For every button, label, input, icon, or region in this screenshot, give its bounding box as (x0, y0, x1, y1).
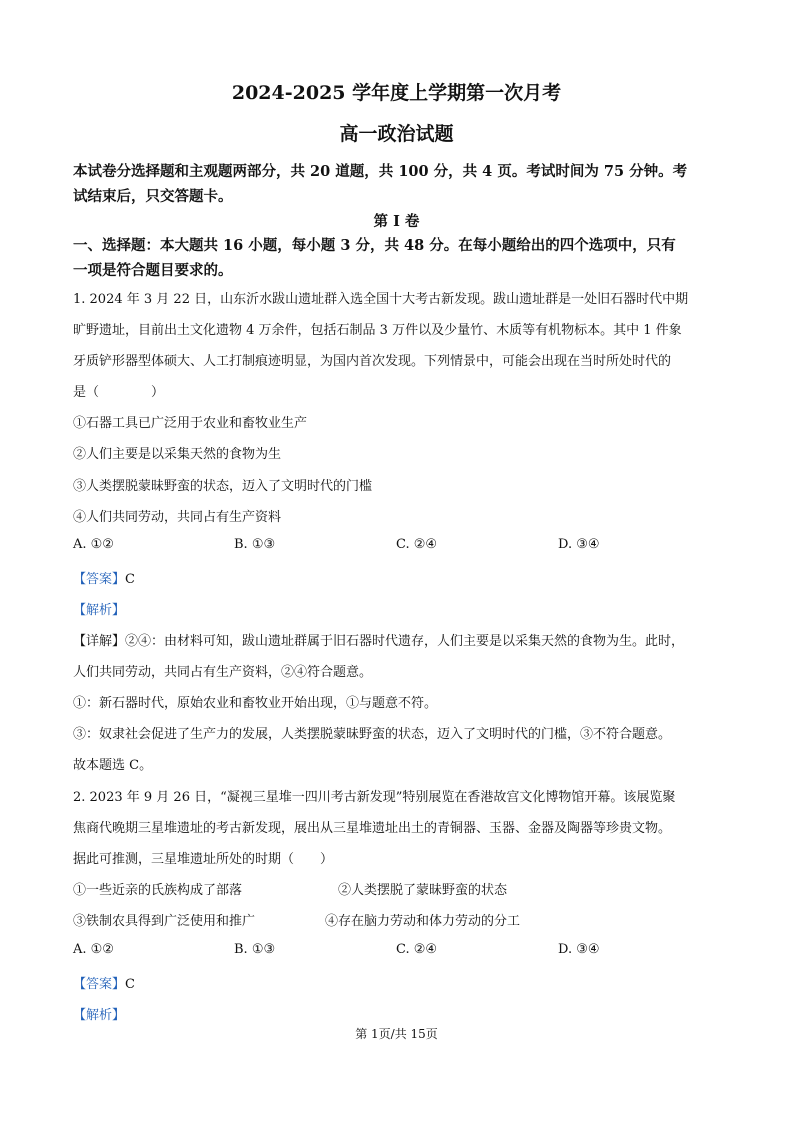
q1-explanation-5: 故本题选 C。 (73, 758, 153, 773)
q1-stem-line-2: 旷野遗址，目前出土文化遗物 4 万余件，包括石制品 3 万件以及少量竹、木质等有机物标本。其中 1 件象 (73, 323, 682, 338)
section-heading-line-2: 一项是符合题目要求的。 (73, 262, 233, 279)
q1-answer-value: C (125, 572, 135, 587)
q1-stem-line-4: 是（ ） (73, 385, 165, 400)
exam-title: 2024-2025 学年度上学期第一次月考 (231, 82, 562, 104)
q2-analysis (73, 1004, 125, 1023)
intro-line-1: 本试卷分选择题和主观题两部分，共 20 道题，共 100 分，共 4 页。考试时间为 75 分钟。考 (73, 163, 688, 180)
q2-answer-label: 【答案】 (73, 977, 126, 992)
section-heading-line-1: 一、选择题：本大题共 16 小题，每小题 3 分，共 48 分。在每小题给出的四个选项中，只有 (73, 237, 676, 254)
q1-answer (73, 568, 135, 587)
q2-analysis-label: 【解析】 (73, 1008, 126, 1023)
exam-subtitle: 高一政治试题 (339, 123, 454, 145)
q1-item-4: ④人们共同劳动，共同占有生产资料 (73, 510, 282, 525)
q1-stem-line-3: 牙质铲形器型体硕大、人工打制痕迹明显，为国内首次发现。下列情景中，可能会出现在当时所处时代的 (73, 354, 672, 369)
q2-answer (73, 973, 135, 992)
q2-item-1: ①一些近亲的氏族构成了部落 (73, 883, 243, 898)
q1-explanation-3: ①：新石器时代，原始农业和畜牧业开始出现，①与题意不符。 (73, 696, 438, 711)
q2-item-2: ②人类摆脱了蒙昧野蛮的状态 (338, 883, 508, 898)
q1-detail-line-1 (73, 630, 684, 649)
q2-option-a: A. ①② (73, 942, 114, 957)
q2-item-4: ④存在脑力劳动和体力劳动的分工 (325, 914, 521, 929)
q1-option-c: C. ②④ (396, 537, 438, 552)
q1-answer-label: 【答案】 (73, 572, 126, 587)
q1-item-3: ③人类摆脱蒙昧野蛮的状态，迈入了文明时代的门槛 (73, 479, 373, 494)
volume-heading: 第 I 卷 (373, 213, 420, 230)
q1-detail-label: 【详解】 (73, 634, 126, 649)
q2-stem-line-3: 据此可推测，三星堆遗址所处的时期（ ） (73, 852, 334, 867)
q2-answer-value: C (125, 977, 135, 992)
intro-line-2: 试结束后，只交答题卡。 (73, 188, 233, 205)
q2-option-d: D. ③④ (558, 942, 600, 957)
q1-option-d: D. ③④ (558, 537, 600, 552)
q1-item-2: ②人们主要是以采集天然的食物为生 (73, 447, 282, 462)
q2-option-c: C. ②④ (396, 942, 438, 957)
q1-stem-line-1: 1. 2024 年 3 月 22 日，山东沂水跋山遗址群入选全国十大考古新发现。跋山遗址群是一处旧石器时代中期 (73, 292, 689, 307)
q1-analysis (73, 599, 125, 618)
q2-option-b: B. ①③ (234, 942, 276, 957)
page-number: 第 1页/共 15页 (355, 1027, 438, 1041)
q1-explanation-4: ③：奴隶社会促进了生产力的发展，人类摆脱蒙昧野蛮的状态，迈入了文明时代的门槛，③不符合题意。 (73, 727, 672, 742)
q2-stem-line-2: 焦商代晚期三星堆遗址的考古新发现，展出从三星堆遗址出土的青铜器、玉器、金器及陶器等珍贵文物。 (73, 821, 672, 836)
q1-option-b: B. ①③ (234, 537, 276, 552)
q2-item-3: ③铁制农具得到广泛使用和推广 (73, 914, 256, 929)
q1-analysis-label: 【解析】 (73, 603, 126, 618)
q1-item-1: ①石器工具已广泛用于农业和畜牧业生产 (73, 416, 308, 431)
q1-explanation-1: ②④：由材料可知，跋山遗址群属于旧石器时代遗存，人们主要是以采集天然的食物为生。此时， (125, 634, 685, 649)
q2-stem-line-1: 2. 2023 年 9 月 26 日，“凝视三星堆一四川考古新发现”特别展览在香港故宫文化博物馆开幕。该展览聚 (73, 790, 676, 805)
q1-option-a: A. ①② (73, 537, 114, 552)
q1-explanation-2: 人们共同劳动，共同占有生产资料，②④符合题意。 (73, 665, 373, 680)
